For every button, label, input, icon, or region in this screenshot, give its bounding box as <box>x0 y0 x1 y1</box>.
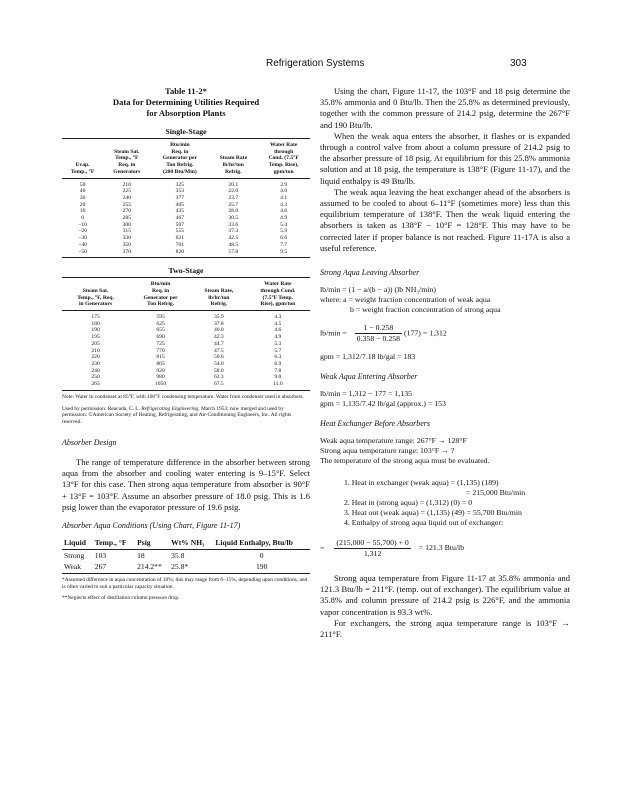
table-cell: 40 <box>79 188 86 195</box>
table-cell: 35.9 <box>213 314 224 321</box>
table-row <box>62 249 310 258</box>
single-stage-table <box>62 138 310 258</box>
table-cell: 220 <box>91 354 100 361</box>
table-cell: 325 <box>175 181 185 188</box>
evaluate-note: The temperature of the strong aqua must be evaluated. <box>320 456 490 466</box>
table-cell: 42.5 <box>228 235 239 242</box>
table-cell: 175 <box>91 314 100 321</box>
table-cell: 205 <box>91 340 100 347</box>
table-cell: 33.6 <box>228 221 239 228</box>
table-cell: 5.3 <box>274 340 282 347</box>
table-cell: 20.1 <box>228 181 239 188</box>
table-cell: 300 <box>122 221 131 228</box>
table-cell: 18 <box>137 551 145 560</box>
table-cell: 0 <box>81 215 84 222</box>
enthalpy-result: = 121.3 Btu/lb <box>418 543 465 553</box>
table-cell: 285 <box>122 215 131 222</box>
table-cell: 9.0 <box>274 374 282 381</box>
table-cell: 0 <box>259 551 264 560</box>
table-row <box>62 550 310 562</box>
table-cell: −40 <box>78 241 87 248</box>
permission-credit <box>62 406 310 426</box>
table-cell: 240 <box>122 194 131 201</box>
conditions-header-4: Liquid Enthalpy, Btu/lb <box>213 536 310 550</box>
table-cell: 621 <box>175 235 185 242</box>
two-header-3: Water Rate through Cond. (7.5°F Temp. Rise), gpm/ton <box>246 278 310 311</box>
table-cell: 40.0 <box>213 327 224 334</box>
two-header-0: Steam Sat. Temp., °F, Req. in Generators <box>62 278 129 311</box>
table-cell: 42.3 <box>213 334 224 341</box>
table-cell: 47.5 <box>213 347 224 354</box>
step-1: 1. Heat in exchanger (weak aqua) = (1,135) (189) <box>344 478 499 488</box>
single-stage-title: Single-Stage <box>165 127 207 136</box>
table-cell: 58.0 <box>213 367 224 374</box>
table-cell: 37.3 <box>228 228 239 235</box>
single-header-4: Water Rate through Cond. (7.5°F Temp. Rise), gpm/ton <box>257 139 310 179</box>
table-cell: 225 <box>122 188 131 195</box>
lb-min-fraction <box>355 323 402 344</box>
table-cell: 980 <box>156 374 165 381</box>
table-title-line1: Data for Determining Utilities Required <box>112 97 260 107</box>
table-cell: 190 <box>213 561 310 574</box>
enthalpy-calculation <box>320 538 570 559</box>
table-cell: 353 <box>175 188 185 195</box>
absorber-conditions-table <box>62 536 310 574</box>
table-cell: 210 <box>91 347 100 354</box>
single-header-3: Steam Rate lb/hr/ton Refrig. <box>209 139 257 179</box>
table-cell: 210 <box>122 181 131 188</box>
table-cell: 25.7 <box>228 201 239 208</box>
lb-min-weak: lb/min = 1,312 − 177 = 1,135 <box>320 389 413 399</box>
table-cell: 315 <box>122 228 131 235</box>
table-cell: 7.8 <box>274 367 282 374</box>
table-cell: 195 <box>91 334 100 341</box>
table-row <box>62 381 310 390</box>
single-header-2: Btu/min Req. in Generator per Ton Refrig. (200 Btu/Min) <box>150 139 209 179</box>
table-cell: 37.8 <box>213 320 224 327</box>
table-cell: −10 <box>78 221 87 228</box>
permission-journal: Refrigerating Engineering, <box>141 405 200 412</box>
two-stage-title: Two-Stage <box>168 266 204 276</box>
table-cell: 6.6 <box>280 235 288 242</box>
two-header-2: Steam Rate, lb/hr/ton Refrig. <box>192 278 246 311</box>
table-cell: 6.9 <box>274 360 282 367</box>
table-cell: 30 <box>79 194 86 201</box>
left-column <box>62 86 310 601</box>
table-cell: 555 <box>175 228 185 235</box>
page-number: 303 <box>510 58 527 69</box>
table-cell: 4.6 <box>274 327 282 334</box>
table-cell: 30.5 <box>228 215 239 222</box>
table-row <box>62 561 310 574</box>
table-cell: 265 <box>62 381 129 390</box>
table-cell: 625 <box>156 320 165 327</box>
table-cell: 44.7 <box>213 340 224 347</box>
two-stage-table <box>62 277 310 391</box>
table-row <box>62 242 310 249</box>
table-cell: 23.7 <box>228 194 239 201</box>
table-title-line2: for Absorption Plants <box>146 108 226 118</box>
conditions-header-2: Psig <box>135 536 169 550</box>
table-cell: 270 <box>122 208 131 215</box>
table-row <box>62 235 310 242</box>
table-cell: 820 <box>150 249 209 258</box>
table-cell: 507 <box>175 221 185 228</box>
table-cell: −50 <box>62 249 103 258</box>
lb-min-result: (177) = 1,312 <box>404 328 447 338</box>
absorber-design-heading: Absorber Design <box>62 437 117 447</box>
table-row <box>62 215 310 222</box>
table-cell: 28.0 <box>228 208 239 215</box>
table-row <box>62 361 310 368</box>
table-cell: 4.5 <box>274 320 282 327</box>
table-cell: 6.3 <box>274 354 282 361</box>
table-cell: 701 <box>175 241 185 248</box>
table-cell: 62.3 <box>213 374 224 381</box>
table-cell: 5.9 <box>280 228 288 235</box>
table-cell: 214.2** <box>135 561 169 574</box>
step-1-result: = 215,000 Btu/min <box>466 488 526 498</box>
table-cell: 377 <box>175 194 185 201</box>
single-header-0: Evap. Temp., °F <box>62 139 103 179</box>
weak-range: Weak aqua temperature range: 267°F → 128°F <box>320 436 467 446</box>
table-cell: 7.7 <box>280 241 288 248</box>
table-cell: 4.0 <box>280 188 288 195</box>
paragraph-strong-aqua-temp: Strong aqua temperature from Figure 11-17 at 35.8% ammonia and 121.3 Btu/lb = 211°F. (temp. out of exchanger). The equilibrium value at 35.8% and column pressure of 214.2 psig is 226°F, and the ammonia vapor concentration is 93.3 wt%. <box>320 573 570 617</box>
heat-exchanger-heading: Heat Exchanger Before Absorbers <box>320 419 430 429</box>
table-cell: 50.6 <box>213 354 224 361</box>
lb-min-calculation <box>320 323 570 344</box>
lb-min-denominator: 0.358 − 0.258 <box>356 334 401 344</box>
table-cell: 255 <box>122 201 131 208</box>
paragraph-weak-aqua-leaving: The weak aqua leaving the heat exchanger ahead of the absorbers is assumed to be cooled to about 6–11°F (sometimes more) less than this equilibrium temperature of 138°F. Then the weak liquid entering the absorbers is taken as 138°F − 10°F = 128°F. This may have to be corrected later if proper balance is not reached. Figure 11-17A is also a useful reference. <box>320 186 570 253</box>
table-cell: 180 <box>91 320 100 327</box>
table-cell: 370 <box>103 249 150 258</box>
table-cell: 655 <box>156 327 165 334</box>
table-row <box>62 374 310 381</box>
table-cell: 3.9 <box>280 181 288 188</box>
table-cell: Strong <box>64 551 85 560</box>
table-row <box>62 195 310 202</box>
table-cell: −30 <box>78 235 87 242</box>
conditions-header-0: Liquid <box>62 536 93 550</box>
footnote-assumed: *Assumed difference in aqua concentration of 10%; this may range from 6–15%, depending upon conditions, and is often varied to suit a particular capacity situation. <box>62 577 308 590</box>
table-cell: 4.9 <box>274 334 282 341</box>
table-cell: 330 <box>122 235 131 242</box>
table-number: Table 11-2* <box>165 86 207 96</box>
table-row <box>62 202 310 209</box>
table-cell: 4.1 <box>280 194 288 201</box>
table-row <box>62 178 310 188</box>
table-row <box>62 341 310 348</box>
table-cell: 4.3 <box>274 314 282 321</box>
strong-aqua-heading: Strong Aqua Leaving Absorber <box>320 268 420 278</box>
page-header <box>0 58 630 74</box>
running-title: Refrigeration Systems <box>266 58 365 69</box>
paragraph-exchangers: For exchangers, the strong aqua temperature range is 103°F → 211°F. <box>320 617 570 640</box>
gpm-weak: gpm = 1,135/7.42 lb/gal (approx.) = 153 <box>320 399 446 409</box>
step-2: 2. Heat in (strong aqua) = (1,312) (0) = 0 <box>344 498 473 508</box>
table-cell: 20 <box>79 201 86 208</box>
table-row <box>62 188 310 195</box>
table-row <box>62 228 310 235</box>
table-cell: 103 <box>94 551 107 560</box>
paragraph-weak-aqua-enters: When the weak aqua enters the absorber, it flashes or is expanded through a control valve from about a column pressure of 214.2 psig to the absorber pressure of 18 psig. At equilibrium for this 25.8% ammonia solution and at 18 psig, the temperature is 138°F (Figure 11-17), and the liquid enthalpy is 49 Btu/lb. <box>320 130 570 186</box>
permission-text-b: March 1953; now merged and used by permission: ©American Society of Heating, Refrigerating, and Air-Conditioning Engineers, Inc. All rights reserved. <box>62 405 292 426</box>
table-cell: 57.8 <box>209 249 257 258</box>
table-cell: 1050 <box>129 381 192 390</box>
table-cell: 920 <box>156 367 165 374</box>
table-cell: 467 <box>175 215 185 222</box>
table-cell: 35.8 <box>171 551 185 560</box>
gpm-strong: gpm = 1,312/7.18 lb/gal = 183 <box>320 352 416 362</box>
table-row <box>62 311 310 321</box>
table-cell: 690 <box>156 334 165 341</box>
table-cell: 595 <box>156 314 165 321</box>
table-cell: 435 <box>175 208 185 215</box>
table-row <box>62 208 310 215</box>
table-row <box>62 222 310 229</box>
enthalpy-denominator: 1,312 <box>334 548 410 559</box>
table-cell: 865 <box>156 360 165 367</box>
table-cell: 4.3 <box>280 201 288 208</box>
table-row <box>62 354 310 361</box>
table-cell: 50 <box>79 181 86 188</box>
conditions-header-1: Temp., °F <box>93 536 135 550</box>
table-caption <box>62 86 310 119</box>
paragraph-using-chart: Using the chart, Figure 11-17, the 103°F and 18 psig determine the 35.8% ammonia and 0 Btu/lb. Then the 25.8% as determined previously, together with the common pressure of 214.2 psig, determine the 267°F and 190 Btu/lb. <box>320 86 570 130</box>
table-cell: 725 <box>156 340 165 347</box>
lb-min-prefix: lb/min = <box>320 328 347 338</box>
where-a: where: a = weight fraction concentration of weak aqua <box>320 295 491 305</box>
table-row <box>62 327 310 334</box>
where-b: b = weight fraction concentration of strong aqua <box>350 305 501 315</box>
table-row <box>62 368 310 375</box>
table-cell: 250 <box>91 374 100 381</box>
table-cell: 4.6 <box>280 208 288 215</box>
table-cell: Weak <box>62 561 93 574</box>
strong-aqua-equation: lb/min = (1 − a/(b − a)) (lb NH₃/min) <box>320 285 436 295</box>
table-note: Note: Water to condenser at 85°F, with 100°F condensing temperature. Water from condenser used in absorbers. <box>62 393 304 400</box>
table-cell: 4.9 <box>280 215 288 222</box>
table-cell: 405 <box>175 201 185 208</box>
table-cell: 10 <box>79 208 86 215</box>
table-cell: 54.0 <box>213 360 224 367</box>
weak-aqua-heading: Weak Aqua Entering Absorber <box>320 372 418 382</box>
table-cell: 350 <box>122 241 131 248</box>
step-4: 4. Enthalpy of strong aqua liquid out of exchanger: <box>344 518 504 528</box>
right-column <box>320 86 570 640</box>
permission-text-a: Used by permission: Reacuda, C. L. <box>62 405 142 412</box>
absorber-conditions-heading: Absorber Aqua Conditions (Using Chart, Figure 11-17) <box>62 521 241 530</box>
enthalpy-prefix: = <box>320 543 325 553</box>
table-cell: 230 <box>91 360 100 367</box>
strong-range: Strong aqua temperature range: 103°F → ? <box>320 446 455 456</box>
absorber-design-paragraph: The range of temperature difference in the absorber between strong aqua from the absorber and cooling water entering is 9–15°F. Select 13°F for this case. Then strong aqua temperature from absorber is 90°F + 13°F = 103°F. Assume an absorber pressure of 18.0 psig. This is 1.6 psig lower than the evaporator pressure of 19.6 psig. <box>62 456 310 512</box>
table-cell: 5.7 <box>274 347 282 354</box>
table-cell: 815 <box>156 354 165 361</box>
two-header-1: Btu/min Req. in Generator per Ton Refrig. <box>129 278 192 311</box>
table-cell: 67.5 <box>192 381 246 390</box>
lb-min-numerator: 1 − 0.258 <box>363 323 394 333</box>
single-header-1: Steam Sat. Temp., °F Req. in Generators <box>103 139 150 179</box>
table-cell: 48.5 <box>228 241 239 248</box>
conditions-header-3: Wt% NH₃ <box>169 536 213 550</box>
table-cell: 9.5 <box>257 249 310 258</box>
table-cell: 11.0 <box>246 381 310 390</box>
table-cell: 267 <box>93 561 135 574</box>
table-cell: 22.0 <box>228 188 239 195</box>
table-row <box>62 321 310 328</box>
enthalpy-numerator: (215,000 − 55,700) + 0 <box>336 538 409 548</box>
table-row <box>62 334 310 341</box>
table-cell: 25.8* <box>169 561 213 574</box>
footnote-neglects: **Neglects effect of distillation column pressure drop. <box>62 594 180 601</box>
table-cell: 240 <box>91 367 100 374</box>
table-row <box>62 348 310 355</box>
table-cell: 770 <box>156 347 165 354</box>
step-3: 3. Heat out (weak aqua) = (1,135) (49) = 55,700 Btu/min <box>344 508 522 518</box>
table-cell: 190 <box>91 327 100 334</box>
enthalpy-fraction <box>334 538 410 559</box>
table-cell: −20 <box>78 228 87 235</box>
table-cell: 5.4 <box>280 221 288 228</box>
